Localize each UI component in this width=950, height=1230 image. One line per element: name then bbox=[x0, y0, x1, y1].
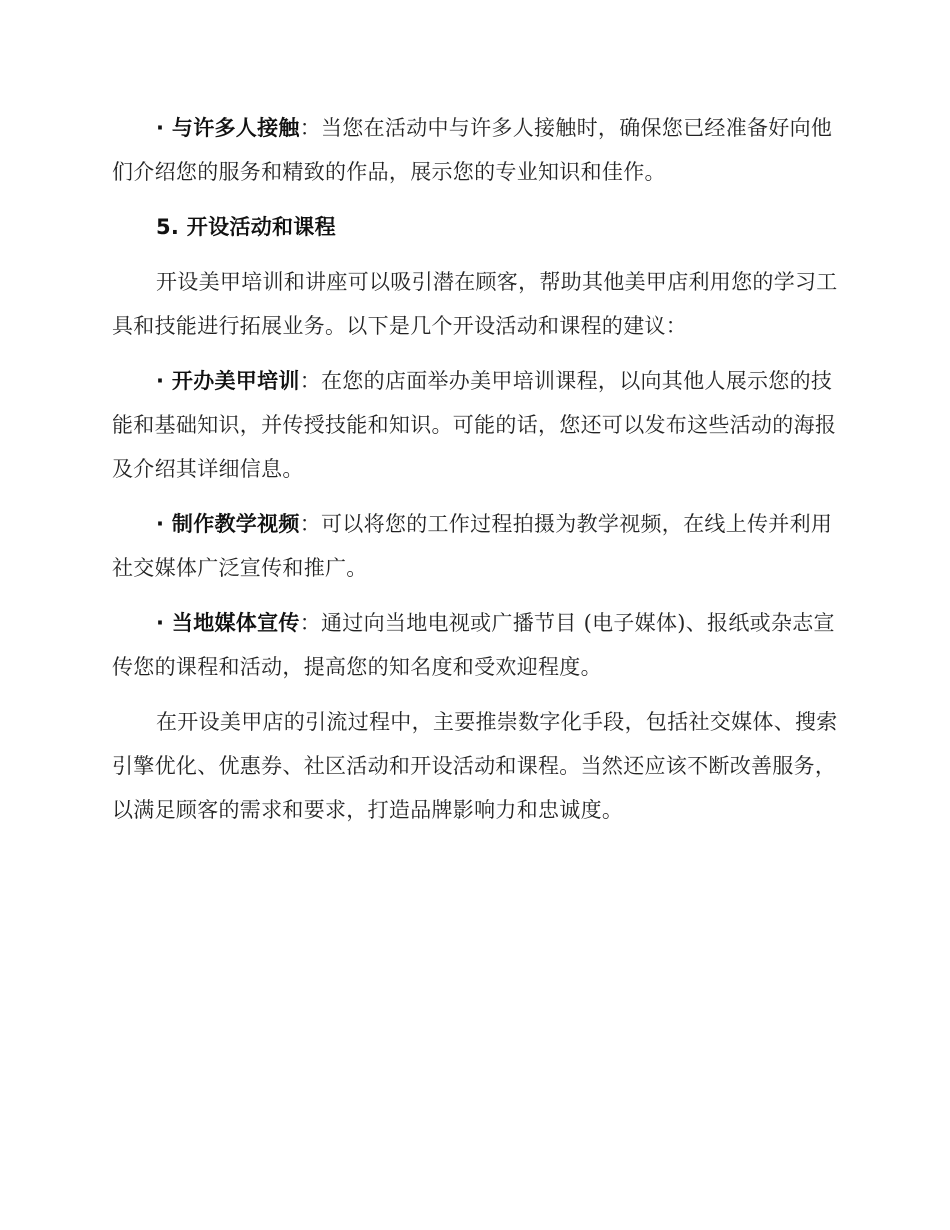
bullet-text: ：在您的店面举办美甲培训课程，以向其他人展示您的技能和基础知识，并传授技能和知识。可能的话，您还可以发布这些活动的海报及介绍其详细信息。 bbox=[112, 369, 837, 481]
document-body bbox=[112, 106, 838, 843]
bullet-title: · 开办美甲培训 bbox=[156, 369, 300, 393]
bullet-text: ：当您在活动中与许多人接触时，确保您已经准备好向他们介绍您的服务和精致的作品，展示您的专业知识和佳作。 bbox=[112, 116, 833, 184]
bullet-title: · 与许多人接触 bbox=[156, 116, 300, 140]
bullet-text: ：可以将您的工作过程拍摄为教学视频，在线上传并利用社交媒体广泛宣传和推广。 bbox=[112, 512, 833, 580]
conclusion-paragraph: 在开设美甲店的引流过程中，主要推崇数字化手段，包括社交媒体、搜索引擎优化、优惠券、社区活动和开设活动和课程。当然还应该不断改善服务，以满足顾客的需求和要求，打造品牌影响力和忠诚度。 bbox=[112, 710, 838, 822]
bullet-nail-training bbox=[112, 359, 838, 491]
section-intro: 开设美甲培训和讲座可以吸引潜在顾客，帮助其他美甲店利用您的学习工具和技能进行拓展业务。以下是几个开设活动和课程的建议： bbox=[112, 270, 838, 338]
bullet-text: ：通过向当地电视或广播节目 (电子媒体)、报纸或杂志宣传您的课程和活动，提高您的知名度和受欢迎程度。 bbox=[112, 611, 835, 679]
bullet-title: · 制作教学视频 bbox=[156, 512, 300, 536]
section-heading: 5. 开设活动和课程 bbox=[156, 215, 336, 239]
bullet-title: · 当地媒体宣传 bbox=[156, 611, 300, 635]
bullet-teaching-video bbox=[112, 502, 838, 590]
bullet-local-media bbox=[112, 601, 838, 689]
bullet-contact-many-people bbox=[112, 106, 838, 194]
